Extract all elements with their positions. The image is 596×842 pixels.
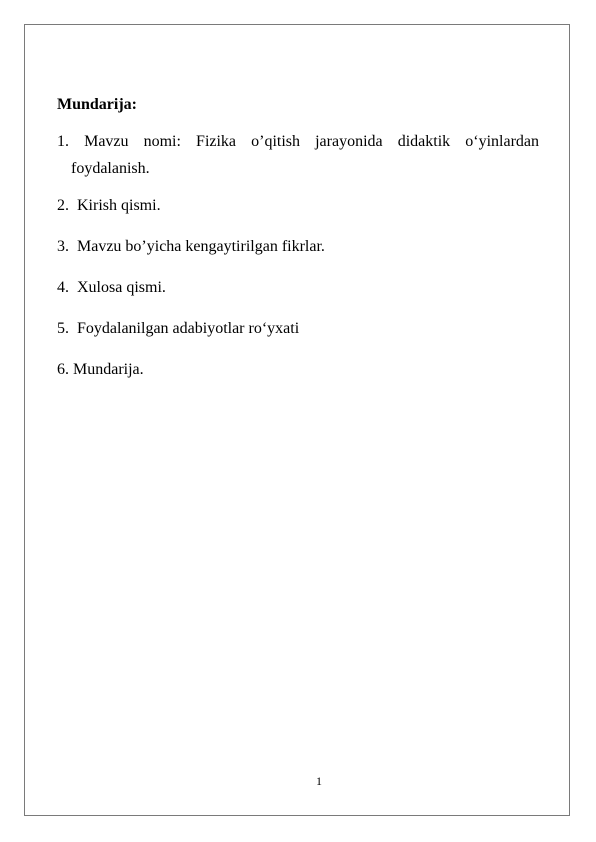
toc-item-number: 6. — [57, 361, 73, 378]
toc-item-number: 3. — [57, 238, 77, 255]
toc-item-3 — [57, 235, 539, 258]
toc-item-text: Kirish qismi. — [77, 197, 161, 214]
toc-heading: Mundarija: — [57, 96, 137, 113]
toc-item-text: Foydalanilgan adabiyotlar ro‘yxati — [77, 320, 300, 337]
toc-item-4 — [57, 276, 539, 299]
toc-item-2 — [57, 194, 539, 217]
toc-item-number: 1. — [57, 133, 85, 150]
toc-item-1 — [57, 128, 539, 182]
table-of-contents — [57, 94, 539, 399]
toc-item-number: 2. — [57, 197, 77, 214]
toc-item-number: 4. — [57, 279, 77, 296]
page-number: 1 — [316, 774, 322, 788]
toc-item-5 — [57, 317, 539, 340]
toc-item-text: Mundarija. — [73, 361, 144, 378]
toc-item-text: Mavzu bo’yicha kengaytirilgan fikrlar. — [77, 238, 325, 255]
toc-item-text: Xulosa qismi. — [77, 279, 166, 296]
toc-item-number: 5. — [57, 320, 77, 337]
toc-item-text: Mavzu nomi: Fizika o’qitish jarayonida didaktik o‘yinlardan foydalanish. — [71, 133, 540, 177]
toc-item-6 — [57, 358, 539, 381]
